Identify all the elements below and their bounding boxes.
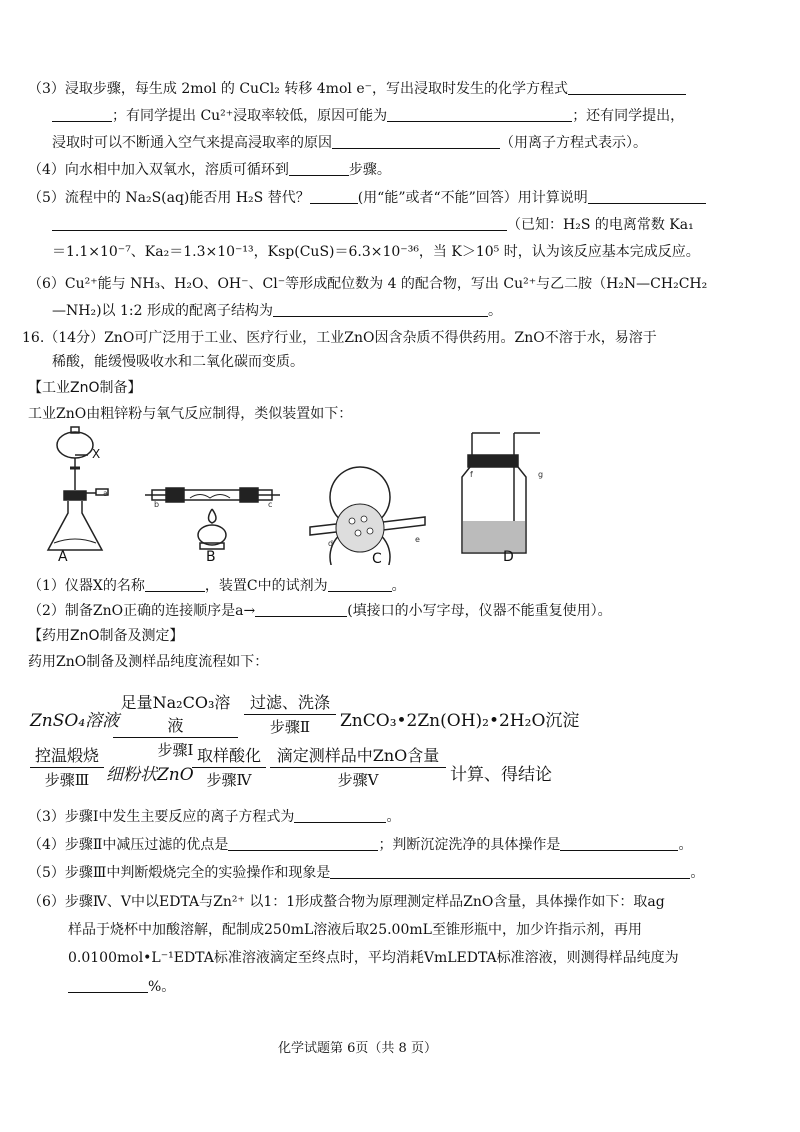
port-f: f (470, 470, 473, 479)
q16-intro-text-a: 16.（14分）ZnO可广泛用于工业、医疗行业，工业ZnO因含杂质不得供药用。ZnO不溶于水，易溶于 (22, 330, 657, 346)
flow-step3-label: 步骤Ⅲ (44, 771, 90, 789)
answer-blank[interactable] (387, 108, 572, 122)
flow-step1-label: 步骤Ⅰ (157, 741, 194, 759)
q15-part6-text-c: 。 (487, 303, 502, 319)
answer-blank[interactable] (588, 190, 706, 204)
flow-step3 (30, 743, 104, 790)
label-X: X (92, 447, 101, 461)
q15-part3-text-b: ；有同学提出 Cu²⁺浸取率较低，原因可能为 (112, 108, 388, 124)
q16-part6-text-c: 0.0100mol•L⁻¹EDTA标准溶液滴定至终点时，平均消耗VmLEDTA标准溶液，则测得样品纯度为 (68, 950, 679, 966)
flow-product2: 细粉状ZnO (106, 765, 194, 785)
q16-part6-line2 (68, 921, 642, 939)
q15-part5-line3 (52, 243, 700, 261)
q15-part3-text-e: （用离子方程式表示）。 (500, 135, 647, 151)
q16-industrial-text: 工业ZnO由粗锌粉与氧气反应制得，类似装置如下： (28, 406, 353, 422)
q16-part5-text-a: （5）步骤Ⅲ中判断煅烧完全的实验操作和现象是 (28, 865, 331, 881)
flow-step5-reagent: 滴定测样品中ZnO含量 (276, 746, 440, 765)
answer-blank[interactable] (332, 135, 500, 149)
port-b: b (154, 500, 160, 509)
q15-part5-line1 (28, 189, 706, 207)
apparatus-B (145, 488, 280, 549)
flow-step2 (244, 690, 336, 737)
answer-blank[interactable] (294, 809, 386, 823)
q15-part5-text-a: （5）流程中的 Na₂S(aq)能否用 H₂S 替代？ (28, 190, 310, 206)
flow-start: ZnSO₄溶液 (30, 711, 120, 731)
label-D: D (503, 549, 514, 565)
q16-part1-text-a: （1）仪器X的名称 (28, 578, 145, 594)
q16-part1-text-c: 。 (391, 578, 406, 594)
answer-blank[interactable] (68, 979, 148, 993)
q16-part6-text-a: （6）步骤Ⅳ、Ⅴ中以EDTA与Zn²⁺ 以1：1形成螯合物为原理测定样品ZnO含量，具体操作如下：取ag (28, 894, 665, 910)
q16-part3-text-b: 。 (386, 809, 401, 825)
q16-part2-text-a: （2）制备ZnO正确的连接顺序是a→ (28, 603, 256, 619)
q16-part4 (28, 836, 692, 854)
answer-blank[interactable] (330, 865, 690, 879)
port-a: a (103, 489, 108, 498)
q15-part5-text-c: （已知：H₂S 的电离常数 Ka₁ (507, 217, 694, 233)
q15-part3-line2 (52, 107, 684, 125)
q16-intro-line2 (52, 353, 304, 371)
answer-blank[interactable] (228, 837, 378, 851)
q16-part6-line4 (68, 978, 175, 996)
q16-part1-text-b: ，装置C中的试剂为 (204, 578, 328, 594)
q15-part4-text-a: （4）向水相中加入双氧水，溶质可循环到 (28, 162, 289, 178)
answer-blank[interactable] (52, 108, 112, 122)
q15-part5-text-b: (用“能”或者“不能”回答）用计算说明 (357, 190, 588, 206)
q15-part6-text-a: （6）Cu²⁺能与 NH₃、H₂O、OH⁻、Cl⁻等形成配位数为 4 的配合物，写出 Cu²⁺与乙二胺（H₂N—CH₂CH₂ (28, 276, 708, 292)
flow-step5 (270, 743, 446, 790)
q15-part3-line3 (52, 134, 647, 152)
q16-part3 (28, 808, 400, 826)
q15-part4-text-b: 步骤。 (348, 162, 391, 178)
section-heading-medical: 【药用ZnO制备及测定】 (28, 628, 184, 644)
answer-blank[interactable] (560, 837, 678, 851)
answer-blank[interactable] (568, 81, 686, 95)
q15-part6-line1 (28, 275, 707, 293)
page-footer: 化学试题第 6页（共 8 页） (278, 1041, 437, 1056)
label-C: C (372, 551, 382, 567)
q15-part5-line2 (52, 216, 694, 234)
q15-part3-text-d: 浸取时可以不断通入空气来提高浸取率的原因 (52, 135, 332, 151)
q16-part3-text-a: （3）步骤Ⅰ中发生主要反应的离子方程式为 (28, 809, 295, 825)
answer-blank[interactable] (328, 578, 392, 592)
q15-part3-text-a: （3）浸取步骤，每生成 2mol 的 CuCl₂ 转移 4mol e⁻，写出浸取时发生的化学方程式 (28, 81, 568, 97)
label-A: A (58, 549, 68, 565)
q16-part2-text-b: (填接口的小写字母，仪器不能重复使用）。 (347, 603, 612, 619)
q15-part3-text-c: ；还有同学提出， (572, 108, 685, 124)
apparatus-diagram (40, 425, 540, 565)
flow-step2-reagent: 过滤、洗涤 (249, 693, 330, 712)
apparatus-D (462, 433, 540, 553)
q16-part5-text-b: 。 (690, 865, 705, 881)
answer-blank[interactable] (289, 162, 349, 176)
q16-part2 (28, 602, 612, 620)
q16-part6-line3 (68, 949, 679, 967)
flow-step4 (192, 743, 266, 790)
q16-medical-text: 药用ZnO制备及测样品纯度流程如下： (28, 654, 269, 670)
port-d: d (328, 539, 334, 548)
flow-step3-reagent: 控温煅烧 (34, 746, 99, 765)
section-heading-industrial: 【工业ZnO制备】 (28, 380, 142, 396)
flow-step4-reagent: 取样酸化 (196, 746, 261, 765)
answer-blank[interactable] (273, 303, 488, 317)
q16-part6-line1 (28, 893, 665, 911)
answer-blank[interactable] (310, 190, 358, 204)
apparatus-C (310, 467, 425, 565)
q16-intro-text-b: 稀酸，能缓慢吸收水和二氧化碳而变质。 (52, 354, 304, 370)
port-g: g (538, 470, 544, 479)
flow-step1-reagent: 足量Na₂CO₃溶液 (120, 693, 231, 735)
q15-part6-line2 (52, 302, 502, 320)
q15-part5-text-d: ＝1.1×10⁻⁷、Ka₂＝1.3×10⁻¹³，Ksp(CuS)＝6.3×10⁻³⁶，当 K＞10⁵ 时，认为该反应基本完成反应。 (52, 244, 700, 260)
flow-product1: ZnCO₃•2Zn(OH)₂•2H₂O沉淀 (340, 711, 580, 731)
q16-part6-text-d: %。 (148, 979, 176, 995)
q16-part5 (28, 864, 704, 882)
answer-blank[interactable] (145, 578, 205, 592)
q15-part3-line1 (28, 80, 686, 98)
q16-part1 (28, 577, 406, 595)
q16-part4-text-a: （4）步骤Ⅱ中减压过滤的优点是 (28, 837, 229, 853)
q15-part4 (28, 161, 391, 179)
q15-part6-text-b: —NH₂)以 1:2 形成的配离子结构为 (52, 303, 273, 319)
label-B: B (206, 549, 216, 565)
answer-blank[interactable] (52, 217, 507, 231)
port-e: e (415, 535, 420, 544)
q16-part6-text-b: 样品于烧杯中加酸溶解，配制成250mL溶液后取25.00mL至锥形瓶中，加少许指示剂，再用 (68, 922, 642, 938)
port-c: c (268, 500, 273, 509)
apparatus-A (48, 427, 108, 550)
flow-step4-label: 步骤Ⅳ (206, 771, 252, 789)
q16-part4-text-c: 。 (678, 837, 693, 853)
flow-step2-label: 步骤Ⅱ (269, 718, 311, 736)
q16-part4-text-b: ；判断沉淀洗净的具体操作是 (378, 837, 561, 853)
answer-blank[interactable] (255, 603, 347, 617)
flow-end: 计算、得结论 (450, 765, 552, 785)
flow-step5-label: 步骤Ⅴ (337, 771, 379, 789)
q16-intro-line1 (22, 329, 657, 347)
